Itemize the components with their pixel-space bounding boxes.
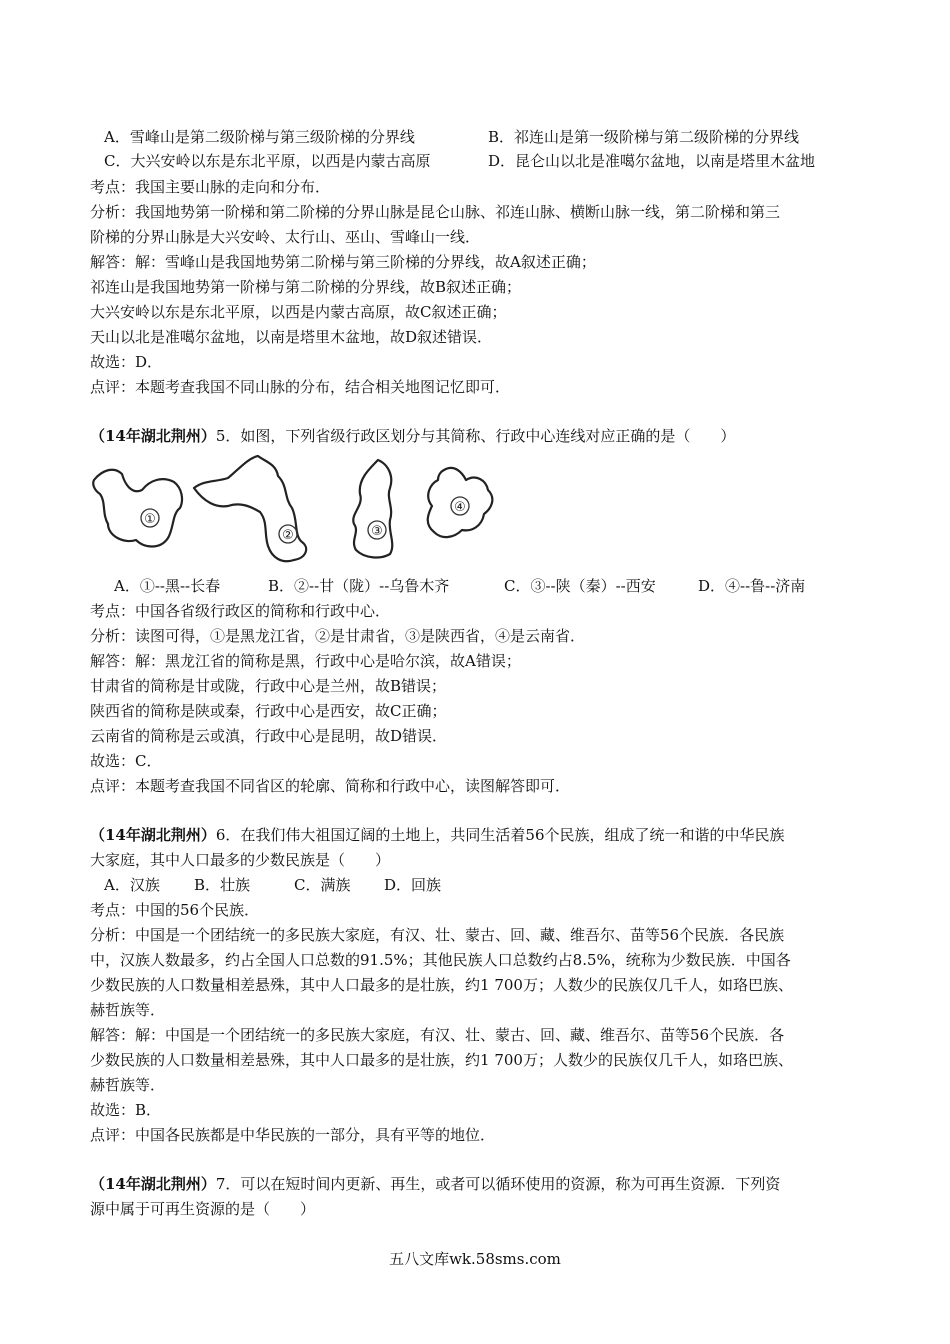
q7-stem-2: 源中属于可再生资源的是（ ） xyxy=(90,1200,316,1218)
q6-jieda-1: 解答：解：中国是一个团结统一的多民族大家庭，有汉、壮、蒙古、回、藏、维吾尔、苗等56个民族．各 xyxy=(90,1026,785,1044)
q6-source: （14年湖北荆州） xyxy=(90,826,216,844)
q5-answer: 故选：C． xyxy=(90,752,162,770)
map-label-2: ② xyxy=(282,528,294,543)
q5-fenxi: 分析：读图可得，①是黑龙江省，②是甘肃省，③是陕西省，④是云南省． xyxy=(90,627,586,645)
q6-fenxi-4: 赫哲族等． xyxy=(90,1001,166,1019)
q5-stem-text: 5．如图，下列省级行政区划分与其简称、行政中心连线对应正确的是（ ） xyxy=(215,427,736,445)
q5-option-d: D．④--鲁--济南 xyxy=(698,577,806,595)
q6-answer: 故选：B． xyxy=(90,1101,162,1119)
map-label-3: ③ xyxy=(371,524,383,539)
q7-stem-text: 7．可以在短时间内更新、再生，或者可以循环使用的资源，称为可再生资源．下列资 xyxy=(215,1175,781,1193)
q4-kaodian: 考点：我国主要山脉的走向和分布． xyxy=(90,178,331,196)
map-shaanxi-outline xyxy=(353,460,392,557)
q6-fenxi-2: 中，汉族人数最多，约占全国人口总数的91.5%；其他民族人口总数约占8.5%，统称为少数民族．中国各 xyxy=(90,951,791,969)
q4-option-b: B．祁连山是第一级阶梯与第二级阶梯的分界线 xyxy=(488,128,800,146)
q5-jieda-3: 陕西省的简称是陕或秦，行政中心是西安，故C正确； xyxy=(90,702,447,720)
q5-jieda-1: 解答：解：黑龙江省的简称是黑，行政中心是哈尔滨，故A错误； xyxy=(90,652,521,670)
q7-source: （14年湖北荆州） xyxy=(90,1175,216,1193)
q4-fenxi-2: 阶梯的分界山脉是大兴安岭、太行山、巫山、雪峰山一线． xyxy=(90,228,481,246)
q4-jieda-1: 解答：解：雪峰山是我国地势第二阶梯与第三阶梯的分界线，故A叙述正确； xyxy=(90,253,596,271)
q5-kaodian: 考点：中国各省级行政区的简称和行政中心． xyxy=(90,602,391,620)
q4-comment: 点评：本题考查我国不同山脉的分布，结合相关地图记忆即可． xyxy=(90,378,511,396)
q6-option-a: A．汉族 xyxy=(104,876,160,894)
q4-option-a: A．雪峰山是第二级阶梯与第三级阶梯的分界线 xyxy=(104,128,415,146)
q4-answer: 故选：D． xyxy=(90,353,163,371)
q4-jieda-4: 天山以北是准噶尔盆地，以南是塔里木盆地，故D叙述错误． xyxy=(90,328,493,346)
q5-comment: 点评：本题考查我国不同省区的轮廓、简称和行政中心，读图解答即可． xyxy=(90,777,571,795)
map-gansu-outline xyxy=(194,456,306,561)
q6-option-d: D．回族 xyxy=(384,876,442,894)
page-footer: 五八文库wk.58sms.com xyxy=(389,1250,561,1268)
q4-option-d: D．昆仑山以北是准噶尔盆地，以南是塔里木盆地 xyxy=(488,152,816,170)
q5-option-c: C．③--陕（秦）--西安 xyxy=(504,577,656,595)
q5-jieda-4: 云南省的简称是云或滇，行政中心是昆明，故D错误． xyxy=(90,727,448,745)
map-label-4: ④ xyxy=(454,500,466,515)
q5-source: （14年湖北荆州） xyxy=(90,427,216,445)
q6-comment: 点评：中国各民族都是中华民族的一部分，具有平等的地位． xyxy=(90,1126,496,1144)
q6-option-b: B．壮族 xyxy=(194,876,251,894)
q6-kaodian: 考点：中国的56个民族． xyxy=(90,901,260,919)
map-heilongjiang-outline xyxy=(93,470,182,547)
q6-fenxi-1: 分析：中国是一个团结统一的多民族大家庭，有汉、壮、蒙古、回、藏、维吾尔、苗等56个民族．各民族 xyxy=(90,926,785,944)
q6-jieda-2: 少数民族的人口数量相差悬殊，其中人口最多的是壮族，约1 700万；人数少的民族仅几千人，如珞巴族、 xyxy=(90,1051,793,1069)
q5-option-b: B．②--甘（陇）--乌鲁木齐 xyxy=(268,577,450,595)
q6-fenxi-3: 少数民族的人口数量相差悬殊，其中人口最多的是壮族，约1 700万；人数少的民族仅几千人，如珞巴族、 xyxy=(90,976,793,994)
q5-option-a: A．①--黑--长春 xyxy=(114,577,221,595)
q6-stem-2: 大家庭，其中人口最多的少数民族是（ ） xyxy=(90,851,391,869)
q6-stem-text: 6．在我们伟大祖国辽阔的土地上，共同生活着56个民族，组成了统一和谐的中华民族 xyxy=(215,826,785,844)
map-label-1: ① xyxy=(144,512,156,527)
q6-jieda-3: 赫哲族等． xyxy=(90,1076,166,1094)
q5-jieda-2: 甘肃省的简称是甘或陇，行政中心是兰州，故B错误； xyxy=(90,677,447,695)
q4-option-c: C．大兴安岭以东是东北平原，以西是内蒙古高原 xyxy=(104,152,431,170)
q6-option-c: C．满族 xyxy=(294,876,351,894)
province-outline-maps xyxy=(88,450,528,570)
q4-fenxi-1: 分析：我国地势第一阶梯和第二阶梯的分界山脉是昆仑山脉、祁连山脉、横断山脉一线，第二阶梯和第三 xyxy=(90,203,781,221)
q4-jieda-3: 大兴安岭以东是东北平原，以西是内蒙古高原，故C叙述正确； xyxy=(90,303,507,321)
q7-stem-1 xyxy=(90,1174,780,1194)
q6-stem-1 xyxy=(90,825,785,845)
q5-stem xyxy=(90,426,735,446)
q4-jieda-2: 祁连山是我国地势第一阶梯与第二阶梯的分界线，故B叙述正确； xyxy=(90,278,522,296)
